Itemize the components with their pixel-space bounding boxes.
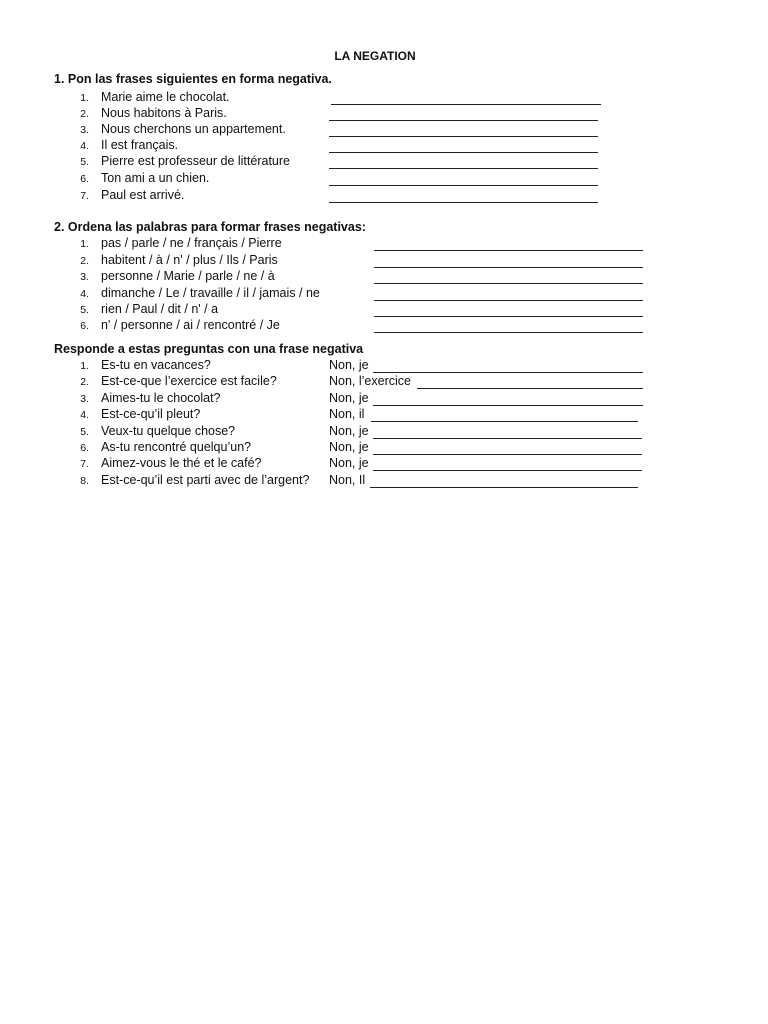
- answer-line[interactable]: [329, 120, 598, 121]
- answer-line[interactable]: [417, 388, 643, 389]
- answer-prefix: Non, Il: [329, 473, 366, 487]
- answer-prefix: Non, je: [329, 424, 369, 438]
- answer-prefix: Non, je: [329, 456, 369, 470]
- s2-item-4: [0, 286, 768, 302]
- item-number: 5.: [80, 156, 89, 168]
- item-text: n' / personne / ai / rencontré / Je: [101, 318, 280, 332]
- answer-line[interactable]: [373, 405, 643, 406]
- item-text: Aimes-tu le chocolat?: [101, 391, 221, 405]
- page-title: LA NEGATION: [334, 49, 416, 63]
- item-number: 6.: [80, 173, 89, 185]
- s3-item-5: [0, 424, 768, 440]
- item-text: As-tu rencontré quelqu’un?: [101, 440, 252, 454]
- item-number: 6.: [80, 442, 89, 454]
- s2-item-2: [0, 253, 768, 269]
- answer-line[interactable]: [373, 372, 643, 373]
- s1-item-5: [0, 154, 768, 170]
- s3-item-8: [0, 473, 768, 489]
- item-number: 3.: [80, 393, 89, 405]
- item-text: Pierre est professeur de littérature: [101, 154, 290, 168]
- section-2-heading: 2. Ordena las palabras para formar frases negativas:: [54, 220, 366, 234]
- item-number: 4.: [80, 409, 89, 421]
- item-text: Veux-tu quelque chose?: [101, 424, 236, 438]
- item-number: 4.: [80, 288, 89, 300]
- answer-line[interactable]: [374, 283, 643, 284]
- s3-item-6: [0, 440, 768, 456]
- s3-item-4: [0, 407, 768, 423]
- answer-line[interactable]: [331, 104, 601, 105]
- item-number: 7.: [80, 458, 89, 470]
- s2-item-1: [0, 236, 768, 252]
- item-text: dimanche / Le / travaille / il / jamais / ne: [101, 286, 320, 300]
- answer-line[interactable]: [371, 421, 638, 422]
- item-number: 2.: [80, 108, 89, 120]
- item-number: 2.: [80, 376, 89, 388]
- s1-item-6: [0, 171, 768, 187]
- item-number: 5.: [80, 304, 89, 316]
- item-text: personne / Marie / parle / ne / à: [101, 269, 275, 283]
- answer-line[interactable]: [374, 300, 643, 301]
- item-number: 1.: [80, 360, 89, 372]
- s1-item-7: [0, 188, 768, 204]
- item-text: rien / Paul / dit / n' / a: [101, 302, 219, 316]
- item-text: Est-ce-qu’il est parti avec de l’argent?: [101, 473, 310, 487]
- item-number: 2.: [80, 255, 89, 267]
- item-text: habitent / à / n' / plus / Ils / Paris: [101, 253, 278, 267]
- item-text: Ton ami a un chien.: [101, 171, 210, 185]
- answer-line[interactable]: [370, 487, 638, 488]
- answer-prefix: Non, je: [329, 440, 369, 454]
- s3-item-2: [0, 374, 768, 390]
- section-1-heading: 1. Pon las frases siguientes en forma negativa.: [54, 72, 332, 86]
- answer-line[interactable]: [373, 470, 642, 471]
- item-number: 8.: [80, 475, 89, 487]
- answer-prefix: Non, je: [329, 391, 369, 405]
- answer-line[interactable]: [374, 250, 643, 251]
- s1-item-4: [0, 138, 768, 154]
- item-text: Nous habitons à Paris.: [101, 106, 227, 120]
- item-number: 5.: [80, 426, 89, 438]
- answer-line[interactable]: [373, 438, 642, 439]
- item-number: 1.: [80, 238, 89, 250]
- s2-item-5: [0, 302, 768, 318]
- s1-item-1: [0, 90, 768, 106]
- answer-prefix: Non, l’exercice: [329, 374, 411, 388]
- item-text: pas / parle / ne / français / Pierre: [101, 236, 282, 250]
- s2-item-3: [0, 269, 768, 285]
- answer-line[interactable]: [329, 168, 598, 169]
- item-text: Paul est arrivé.: [101, 188, 185, 202]
- item-text: Marie aime le chocolat.: [101, 90, 230, 104]
- s1-item-3: [0, 122, 768, 138]
- answer-line[interactable]: [374, 267, 643, 268]
- item-number: 3.: [80, 271, 89, 283]
- s3-item-1: [0, 358, 768, 374]
- item-text: Est-ce-qu’il pleut?: [101, 407, 201, 421]
- item-number: 6.: [80, 320, 89, 332]
- answer-line[interactable]: [329, 152, 598, 153]
- answer-prefix: Non, je: [329, 358, 369, 372]
- item-text: Nous cherchons un appartement.: [101, 122, 286, 136]
- item-text: Il est français.: [101, 138, 179, 152]
- answer-line[interactable]: [374, 316, 643, 317]
- item-number: 4.: [80, 140, 89, 152]
- answer-line[interactable]: [329, 185, 598, 186]
- s3-item-7: [0, 456, 768, 472]
- item-text: Est-ce-que l’exercice est facile?: [101, 374, 277, 388]
- answer-line[interactable]: [373, 454, 642, 455]
- answer-prefix: Non, il: [329, 407, 365, 421]
- answer-line[interactable]: [329, 202, 598, 203]
- section-3-heading: Responde a estas preguntas con una frase negativa: [54, 342, 364, 356]
- item-text: Es-tu en vacances?: [101, 358, 211, 372]
- item-number: 3.: [80, 124, 89, 136]
- s1-item-2: [0, 106, 768, 122]
- s2-item-6: [0, 318, 768, 334]
- answer-line[interactable]: [374, 332, 643, 333]
- item-number: 1.: [80, 92, 89, 104]
- s3-item-3: [0, 391, 768, 407]
- answer-line[interactable]: [329, 136, 598, 137]
- item-text: Aimez-vous le thé et le café?: [101, 456, 262, 470]
- item-number: 7.: [80, 190, 89, 202]
